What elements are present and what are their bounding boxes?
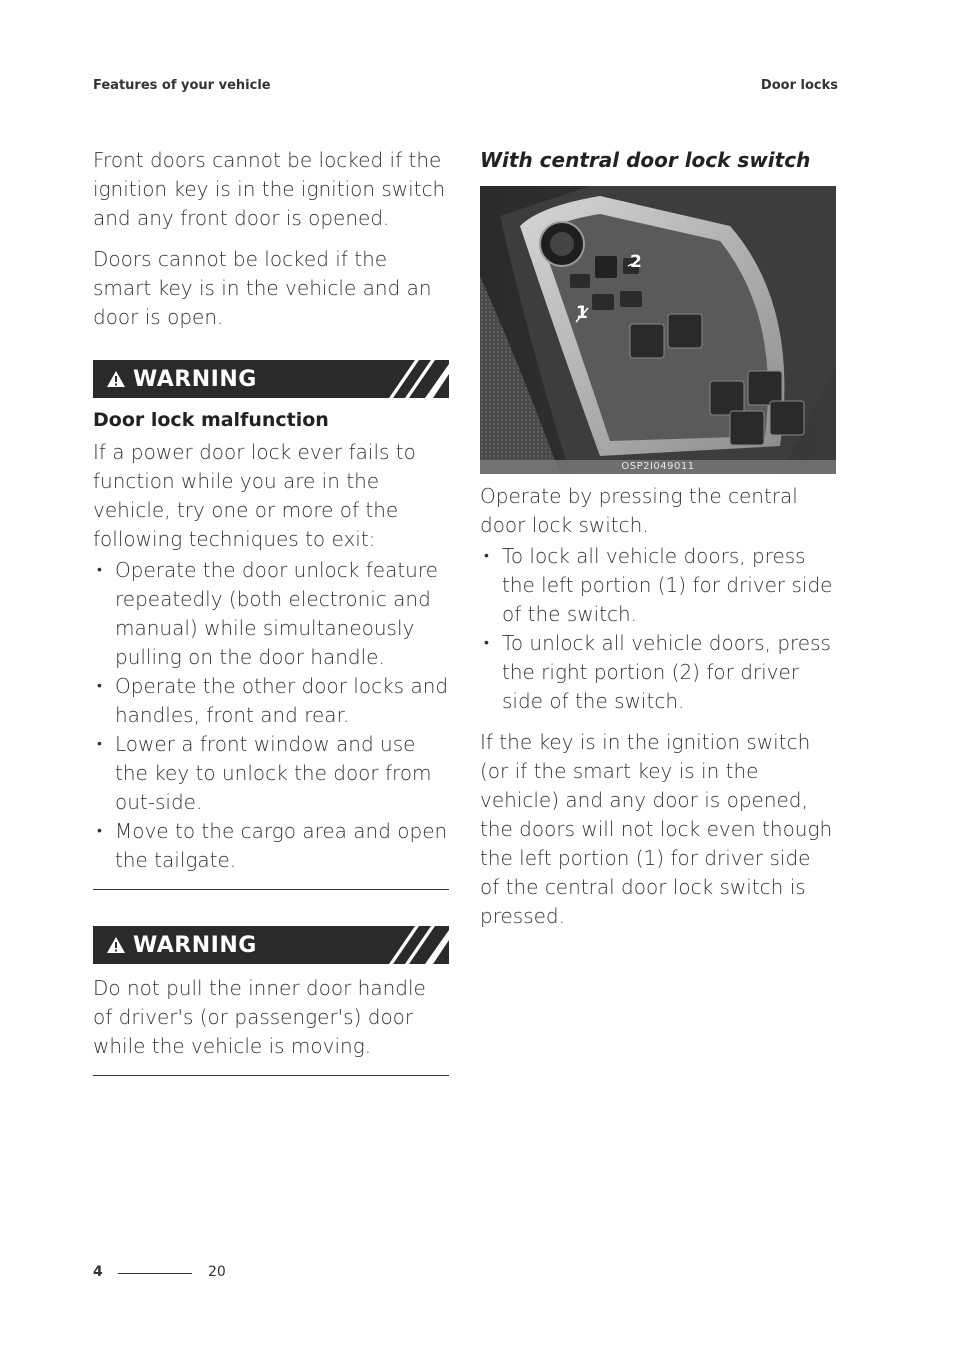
warning-subtitle: Door lock malfunction (93, 409, 329, 431)
header-topic-title: Door locks (760, 78, 838, 93)
door-switch-photo (480, 186, 836, 474)
footer-divider (118, 1273, 192, 1274)
footer-page-number: 20 (208, 1264, 226, 1280)
paragraph-operate: Operate by pressing the central door lock switch. (480, 484, 798, 537)
warning-banner (93, 926, 449, 964)
warning-intro: If a power door lock ever fails to function while you are in the vehicle, try one or more of the following techniques to exit: (93, 440, 416, 551)
image-caption: OSP2I049011 (480, 460, 836, 474)
header-section-title: Features of your vehicle (93, 78, 271, 93)
footer-chapter-number: 4 (93, 1264, 103, 1280)
paragraph-front-doors: Front doors cannot be locked if the ignition key is in the ignition switch and any front door is opened. (93, 148, 446, 230)
callout-1: 1 (576, 303, 588, 323)
list-item: • Operate the other door locks and handles, front and rear. (93, 672, 449, 730)
list-item: • Lower a front window and use the key to unlock the door from out-side. (93, 730, 449, 817)
callout-2: 2 (630, 252, 642, 272)
divider (93, 1075, 449, 1076)
warning-title: WARNING (133, 366, 257, 392)
list-item: • To unlock all vehicle doors, press the right portion (2) for driver side of the switch. (480, 629, 836, 716)
paragraph-smart-key: Doors cannot be locked if the smart key is in the vehicle and an door is open. (93, 247, 432, 329)
right-column (480, 146, 836, 931)
list-item: • Move to the cargo area and open the tailgate. (93, 817, 449, 875)
warning-triangle-icon (103, 933, 129, 957)
switch-usage-list (480, 542, 836, 716)
warning-banner (93, 360, 449, 398)
warning-stripes-icon (385, 926, 449, 964)
warning-text: Do not pull the inner door handle of driver's (or passenger's) door while the vehicle is moving. (93, 976, 426, 1058)
list-item: • To lock all vehicle doors, press the left portion (1) for driver side of the switch. (480, 542, 836, 629)
list-item: • Operate the door unlock feature repeatedly (both electronic and manual) while simultaneously pulling on the door handle. (93, 556, 449, 672)
door-panel-illustration (480, 186, 836, 474)
warning-triangle-icon (103, 367, 129, 391)
paragraph-key-note: If the key is in the ignition switch (or if the smart key is in the vehicle) and any door is opened, the doors will not lock even though the left portion (1) for driver side of the central door lock switch is pressed. (480, 730, 833, 928)
section-title: With central door lock switch (480, 148, 811, 172)
warning-stripes-icon (385, 360, 449, 398)
warning-technique-list (93, 556, 449, 875)
left-column (93, 146, 449, 1076)
warning-title: WARNING (133, 932, 257, 958)
